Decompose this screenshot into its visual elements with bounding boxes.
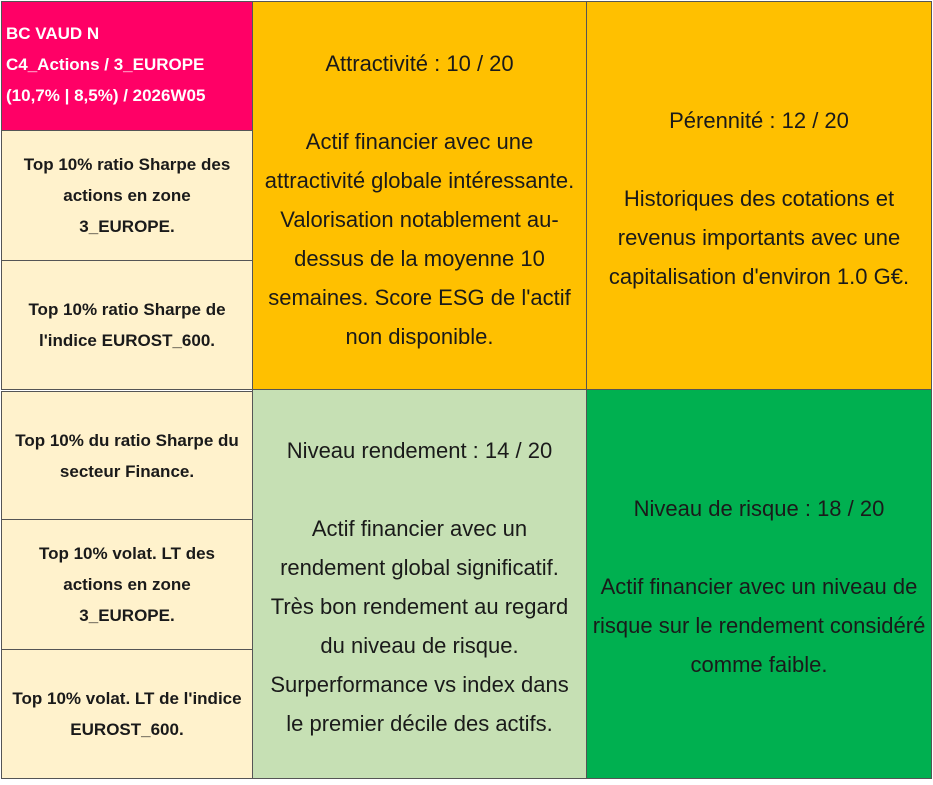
attractivite-description: Actif financier avec une attractivité globale intéressante. Valorisation notablement au-dessus de la moyenne 10 semaines. Score ESG de l'actif non disponible. <box>264 129 575 349</box>
highlight-text: Top 10% ratio Sharpe des actions en zone 3_EUROPE. <box>23 155 231 236</box>
perennite-description: Historiques des cotations et revenus importants avec une capitalisation d'environ 1.0 G€. <box>608 186 910 289</box>
rendement-description: Actif financier avec un rendement global significatif. Très bon rendement au regard du niveau de risque. Surperformance vs index dans le premier décile des actifs. <box>270 516 569 736</box>
highlight-item <box>1 260 253 390</box>
risque-panel <box>586 389 932 779</box>
rendement-panel <box>252 389 587 779</box>
rendement-score: Niveau rendement : 14 / 20 <box>286 438 553 463</box>
highlight-text: Top 10% du ratio Sharpe du secteur Finance. <box>15 430 239 481</box>
risque-description: Actif financier avec un niveau de risque sur le rendement considéré comme faible. <box>592 574 926 677</box>
perennite-score: Pérennité : 12 / 20 <box>669 108 849 133</box>
highlight-text: Top 10% volat. LT de l'indice EUROST_600. <box>12 689 242 739</box>
highlight-item <box>1 649 253 779</box>
highlight-text: Top 10% ratio Sharpe de l'indice EUROST_600. <box>28 300 226 350</box>
perennite-panel <box>586 1 932 390</box>
highlight-item <box>1 130 253 261</box>
asset-category: C4_Actions / 3_EUROPE <box>6 55 205 74</box>
attractivite-score: Attractivité : 10 / 20 <box>325 51 514 76</box>
attractivite-panel <box>252 1 587 390</box>
highlight-item <box>1 391 253 520</box>
asset-performance: (10,7% | 8,5%) / 2026W05 <box>6 86 206 105</box>
asset-name: BC VAUD N <box>6 24 100 43</box>
risque-score: Niveau de risque : 18 / 20 <box>633 496 885 521</box>
highlight-text: Top 10% volat. LT des actions en zone 3_EUROPE. <box>38 544 215 625</box>
highlight-item <box>1 519 253 650</box>
asset-header <box>1 1 253 131</box>
